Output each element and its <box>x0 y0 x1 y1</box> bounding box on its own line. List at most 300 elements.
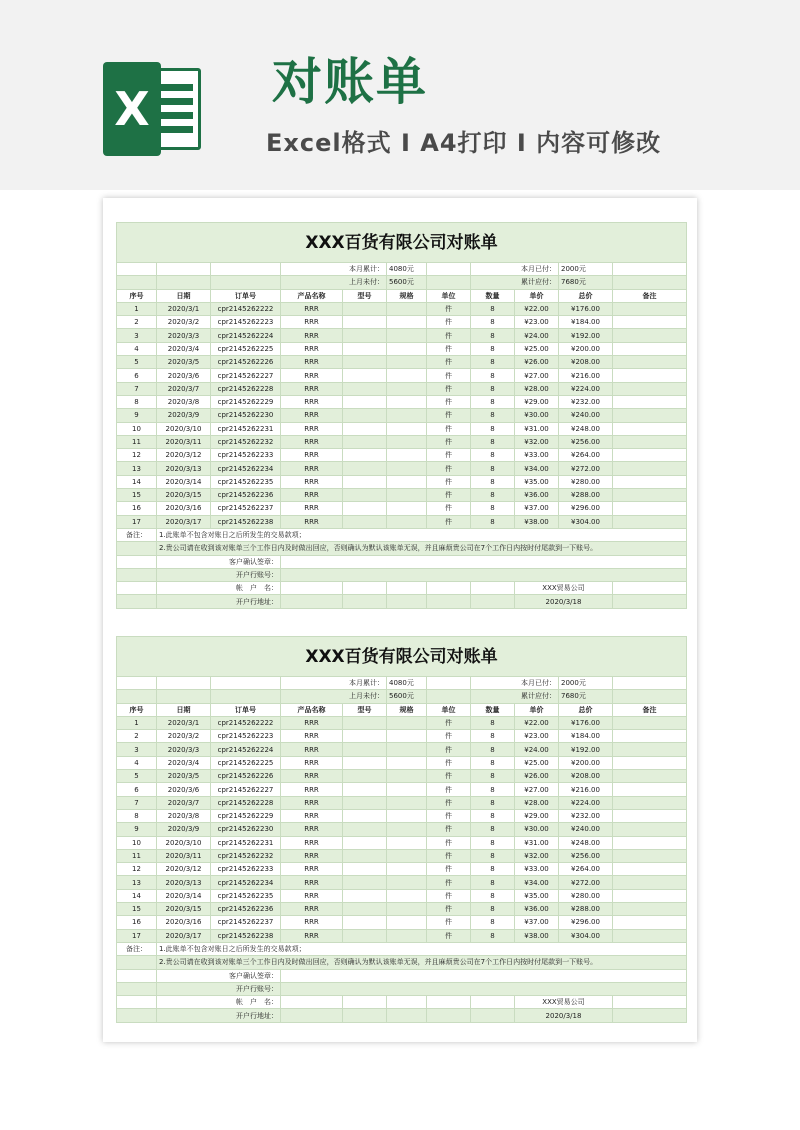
table-cell: 13 <box>117 462 157 475</box>
table-cell <box>387 475 427 488</box>
table-cell: cpr2145262230 <box>211 409 281 422</box>
table-cell: ¥38.00 <box>515 515 559 528</box>
summary-value: 7680元 <box>559 276 613 289</box>
table-cell: cpr2145262237 <box>211 916 281 929</box>
table-cell: 2020/3/15 <box>157 489 211 502</box>
table-cell: 14 <box>117 889 157 902</box>
table-cell: 件 <box>427 743 471 756</box>
table-cell: cpr2145262230 <box>211 823 281 836</box>
table-cell: ¥29.00 <box>515 395 559 408</box>
table-cell: RRR <box>281 929 343 942</box>
table-cell: ¥37.00 <box>515 502 559 515</box>
table-cell <box>613 475 687 488</box>
table-cell: ¥280.00 <box>559 475 613 488</box>
notes-label: 备注： <box>117 528 157 541</box>
table-cell: RRR <box>281 889 343 902</box>
table-cell: 8 <box>471 783 515 796</box>
table-cell: RRR <box>281 502 343 515</box>
table-cell: 2020/3/7 <box>157 382 211 395</box>
table-cell: ¥37.00 <box>515 916 559 929</box>
table-cell: 1 <box>117 302 157 315</box>
table-cell: 件 <box>427 489 471 502</box>
table-cell: ¥232.00 <box>559 395 613 408</box>
table-cell <box>343 929 387 942</box>
table-cell: RRR <box>281 475 343 488</box>
table-cell: ¥24.00 <box>515 329 559 342</box>
table-cell: RRR <box>281 462 343 475</box>
table-cell: 件 <box>427 502 471 515</box>
table-cell <box>343 756 387 769</box>
table-cell: RRR <box>281 435 343 448</box>
table-cell: 8 <box>471 316 515 329</box>
table-cell <box>343 462 387 475</box>
bank-address-row <box>117 1009 687 1022</box>
table-cell: 件 <box>427 422 471 435</box>
table-cell: ¥240.00 <box>559 823 613 836</box>
column-header: 订单号 <box>211 703 281 716</box>
table-cell: 8 <box>471 929 515 942</box>
table-cell <box>613 756 687 769</box>
table-cell: 8 <box>471 342 515 355</box>
table-cell: 8 <box>471 770 515 783</box>
table-cell: ¥31.00 <box>515 422 559 435</box>
table-cell: cpr2145262223 <box>211 730 281 743</box>
table-cell <box>387 329 427 342</box>
column-header: 单价 <box>515 703 559 716</box>
table-row <box>117 329 687 342</box>
table-cell: 8 <box>471 756 515 769</box>
table-row <box>117 356 687 369</box>
table-cell <box>387 849 427 862</box>
table-cell: 8 <box>471 823 515 836</box>
table-cell: RRR <box>281 342 343 355</box>
table-cell <box>387 756 427 769</box>
table-cell: 件 <box>427 316 471 329</box>
table-cell <box>343 809 387 822</box>
table-cell: 8 <box>471 716 515 729</box>
table-cell: cpr2145262234 <box>211 462 281 475</box>
column-header: 型号 <box>343 703 387 716</box>
table-cell <box>343 903 387 916</box>
table-row <box>117 863 687 876</box>
note-1: 1.此账单不包含对账日之后所发生的交易款项； <box>157 528 687 541</box>
table-cell <box>613 823 687 836</box>
table-row <box>117 836 687 849</box>
table-cell: cpr2145262222 <box>211 302 281 315</box>
table-cell: 件 <box>427 342 471 355</box>
table-row <box>117 342 687 355</box>
sub-title: Excel格式 I A4打印 I 内容可修改 <box>266 129 662 157</box>
table-row <box>117 409 687 422</box>
table-cell <box>613 382 687 395</box>
table-cell: RRR <box>281 756 343 769</box>
table-cell: 2020/3/5 <box>157 770 211 783</box>
table-cell: 1 <box>117 716 157 729</box>
table-cell: RRR <box>281 743 343 756</box>
column-header: 规格 <box>387 703 427 716</box>
table-cell: 13 <box>117 876 157 889</box>
statement-table-1 <box>116 222 687 609</box>
table-cell: cpr2145262227 <box>211 783 281 796</box>
summary-value: 4080元 <box>387 263 427 276</box>
table-cell: cpr2145262222 <box>211 716 281 729</box>
table-cell <box>387 369 427 382</box>
table-cell <box>613 783 687 796</box>
table-cell <box>343 836 387 849</box>
table-cell: 件 <box>427 903 471 916</box>
table-cell: ¥272.00 <box>559 876 613 889</box>
table-cell: ¥27.00 <box>515 783 559 796</box>
table-cell <box>613 809 687 822</box>
note-1: 1.此账单不包含对账日之后所发生的交易款项； <box>157 942 687 955</box>
table-cell: 8 <box>471 369 515 382</box>
summary-label: 本月累计： <box>281 677 387 690</box>
table-cell: ¥184.00 <box>559 730 613 743</box>
table-cell: 8 <box>471 876 515 889</box>
table-cell: ¥22.00 <box>515 302 559 315</box>
table-cell: ¥248.00 <box>559 836 613 849</box>
table-cell: ¥256.00 <box>559 435 613 448</box>
summary-row <box>117 276 687 289</box>
summary-label: 本月已付： <box>471 677 559 690</box>
table-cell: 8 <box>471 515 515 528</box>
table-cell: cpr2145262231 <box>211 836 281 849</box>
table-cell: 件 <box>427 809 471 822</box>
table-cell: cpr2145262235 <box>211 889 281 902</box>
table-cell: 2020/3/13 <box>157 462 211 475</box>
table-cell <box>613 903 687 916</box>
bank-address-label: 开户行地址： <box>157 595 281 608</box>
table-cell <box>387 342 427 355</box>
table-cell: 件 <box>427 515 471 528</box>
table-cell <box>387 422 427 435</box>
table-cell: ¥32.00 <box>515 849 559 862</box>
table-cell: ¥35.00 <box>515 889 559 902</box>
table-row <box>117 449 687 462</box>
table-cell: 7 <box>117 382 157 395</box>
table-cell <box>387 916 427 929</box>
table-cell: 10 <box>117 836 157 849</box>
table-row <box>117 743 687 756</box>
table-cell <box>613 863 687 876</box>
table-cell: 11 <box>117 849 157 862</box>
table-cell <box>387 889 427 902</box>
table-cell: ¥224.00 <box>559 382 613 395</box>
summary-value: 4080元 <box>387 677 427 690</box>
table-cell: 2020/3/6 <box>157 369 211 382</box>
table-cell: 件 <box>427 409 471 422</box>
table-cell <box>387 716 427 729</box>
table-cell <box>613 329 687 342</box>
table-cell <box>613 302 687 315</box>
account-value: XXX贸易公司 <box>515 996 613 1009</box>
table-row <box>117 302 687 315</box>
table-cell: ¥24.00 <box>515 743 559 756</box>
table-row <box>117 502 687 515</box>
table-cell: ¥176.00 <box>559 302 613 315</box>
table-cell: 8 <box>471 916 515 929</box>
table-cell: cpr2145262234 <box>211 876 281 889</box>
table-cell: 8 <box>471 796 515 809</box>
table-cell: 7 <box>117 796 157 809</box>
promo-header <box>0 0 800 190</box>
table-cell: ¥184.00 <box>559 316 613 329</box>
table-row <box>117 475 687 488</box>
table-cell <box>343 796 387 809</box>
table-cell <box>343 783 387 796</box>
table-cell: ¥216.00 <box>559 369 613 382</box>
table-cell <box>613 356 687 369</box>
table-cell: 8 <box>471 809 515 822</box>
table-cell: cpr2145262232 <box>211 435 281 448</box>
date-value: 2020/3/18 <box>515 1009 613 1022</box>
table-cell <box>613 889 687 902</box>
table-cell: ¥26.00 <box>515 770 559 783</box>
notes-row <box>117 542 687 555</box>
column-header: 总价 <box>559 703 613 716</box>
table-row <box>117 489 687 502</box>
notes-row <box>117 956 687 969</box>
notes-row <box>117 528 687 541</box>
table-cell <box>613 489 687 502</box>
table-cell <box>343 770 387 783</box>
table-cell: RRR <box>281 716 343 729</box>
table-cell: 16 <box>117 502 157 515</box>
table-cell <box>387 356 427 369</box>
table-cell: RRR <box>281 515 343 528</box>
table-cell: ¥288.00 <box>559 489 613 502</box>
table-cell: 8 <box>117 395 157 408</box>
table-cell: 件 <box>427 382 471 395</box>
table-cell: 15 <box>117 903 157 916</box>
summary-value: 2000元 <box>559 677 613 690</box>
table-cell <box>613 515 687 528</box>
table-cell <box>343 730 387 743</box>
table-cell: 8 <box>471 889 515 902</box>
table-cell: ¥192.00 <box>559 743 613 756</box>
table-cell: RRR <box>281 422 343 435</box>
table-cell: ¥192.00 <box>559 329 613 342</box>
table-cell: 2020/3/6 <box>157 783 211 796</box>
column-header: 序号 <box>117 703 157 716</box>
table-cell: ¥31.00 <box>515 836 559 849</box>
table-cell: RRR <box>281 876 343 889</box>
column-header: 单位 <box>427 703 471 716</box>
table-cell: 2020/3/17 <box>157 515 211 528</box>
table-cell: cpr2145262238 <box>211 515 281 528</box>
column-header: 产品名称 <box>281 703 343 716</box>
table-cell <box>613 916 687 929</box>
table-cell: 件 <box>427 356 471 369</box>
table-cell: 2020/3/10 <box>157 422 211 435</box>
table-row <box>117 889 687 902</box>
table-cell: ¥29.00 <box>515 809 559 822</box>
table-cell: 5 <box>117 356 157 369</box>
column-header: 产品名称 <box>281 289 343 302</box>
table-cell: cpr2145262237 <box>211 502 281 515</box>
table-cell: 件 <box>427 302 471 315</box>
summary-label: 上月未付： <box>281 690 387 703</box>
table-cell <box>613 929 687 942</box>
table-cell: 件 <box>427 462 471 475</box>
table-cell: 6 <box>117 369 157 382</box>
table-row <box>117 783 687 796</box>
statement-title: XXX百货有限公司对账单 <box>117 637 687 677</box>
table-cell: 2020/3/10 <box>157 836 211 849</box>
column-header: 日期 <box>157 703 211 716</box>
table-row <box>117 876 687 889</box>
table-cell: 2020/3/4 <box>157 342 211 355</box>
table-cell <box>387 515 427 528</box>
table-cell: 8 <box>471 903 515 916</box>
summary-label: 累计应付： <box>471 690 559 703</box>
table-cell <box>343 395 387 408</box>
table-cell: 件 <box>427 889 471 902</box>
summary-label: 本月累计： <box>281 263 387 276</box>
table-cell: 件 <box>427 823 471 836</box>
table-cell: ¥264.00 <box>559 449 613 462</box>
table-cell: 2020/3/16 <box>157 916 211 929</box>
table-cell: 件 <box>427 395 471 408</box>
table-cell: cpr2145262224 <box>211 329 281 342</box>
table-cell <box>387 809 427 822</box>
table-cell: RRR <box>281 329 343 342</box>
table-cell: cpr2145262226 <box>211 770 281 783</box>
table-cell: cpr2145262225 <box>211 756 281 769</box>
table-cell <box>613 770 687 783</box>
table-cell <box>343 489 387 502</box>
column-header: 单位 <box>427 289 471 302</box>
table-cell: 件 <box>427 475 471 488</box>
table-cell <box>613 316 687 329</box>
table-row <box>117 929 687 942</box>
table-cell: 件 <box>427 756 471 769</box>
table-cell: RRR <box>281 316 343 329</box>
table-cell: ¥256.00 <box>559 849 613 862</box>
table-cell <box>343 889 387 902</box>
table-cell <box>613 743 687 756</box>
table-cell <box>387 302 427 315</box>
table-cell: cpr2145262228 <box>211 382 281 395</box>
table-cell: 件 <box>427 329 471 342</box>
table-cell: 件 <box>427 770 471 783</box>
table-cell <box>343 316 387 329</box>
table-cell <box>387 462 427 475</box>
table-cell: cpr2145262232 <box>211 849 281 862</box>
summary-row <box>117 677 687 690</box>
table-cell: 2 <box>117 316 157 329</box>
table-cell: 4 <box>117 756 157 769</box>
table-cell <box>343 422 387 435</box>
confirm-label: 客户确认签章： <box>157 555 281 568</box>
table-row <box>117 462 687 475</box>
table-cell <box>343 863 387 876</box>
summary-value: 7680元 <box>559 690 613 703</box>
column-header: 日期 <box>157 289 211 302</box>
table-cell: 16 <box>117 916 157 929</box>
table-cell <box>387 783 427 796</box>
column-header: 型号 <box>343 289 387 302</box>
statement-title: XXX百货有限公司对账单 <box>117 223 687 263</box>
table-cell: 3 <box>117 329 157 342</box>
table-cell: RRR <box>281 369 343 382</box>
table-cell: cpr2145262226 <box>211 356 281 369</box>
table-cell <box>343 342 387 355</box>
table-cell: 2020/3/17 <box>157 929 211 942</box>
confirm-row <box>117 555 687 568</box>
table-cell: ¥280.00 <box>559 889 613 902</box>
table-cell <box>613 369 687 382</box>
table-cell <box>343 435 387 448</box>
summary-label: 上月未付： <box>281 276 387 289</box>
table-cell <box>343 356 387 369</box>
table-cell <box>343 849 387 862</box>
table-cell <box>387 770 427 783</box>
table-cell <box>613 716 687 729</box>
table-cell <box>387 489 427 502</box>
table-cell: 2020/3/14 <box>157 889 211 902</box>
table-cell: 8 <box>471 475 515 488</box>
table-cell: 15 <box>117 489 157 502</box>
table-cell: RRR <box>281 356 343 369</box>
bank-account-label: 开户行账号： <box>157 982 281 995</box>
table-cell <box>343 302 387 315</box>
table-cell: 10 <box>117 422 157 435</box>
table-cell: cpr2145262227 <box>211 369 281 382</box>
table-cell <box>343 823 387 836</box>
table-cell <box>387 823 427 836</box>
table-cell: 2020/3/9 <box>157 823 211 836</box>
table-cell: 件 <box>427 783 471 796</box>
table-row <box>117 395 687 408</box>
table-cell: 2020/3/2 <box>157 316 211 329</box>
table-cell: cpr2145262233 <box>211 449 281 462</box>
table-cell <box>613 422 687 435</box>
table-cell <box>343 449 387 462</box>
table-cell: 11 <box>117 435 157 448</box>
table-cell <box>387 502 427 515</box>
summary-label: 累计应付： <box>471 276 559 289</box>
table-cell <box>387 449 427 462</box>
table-cell: cpr2145262229 <box>211 395 281 408</box>
table-row <box>117 756 687 769</box>
table-row <box>117 316 687 329</box>
table-cell: RRR <box>281 770 343 783</box>
table-cell: ¥27.00 <box>515 369 559 382</box>
table-cell: 17 <box>117 929 157 942</box>
table-cell <box>343 369 387 382</box>
table-cell: ¥264.00 <box>559 863 613 876</box>
table-cell: 件 <box>427 849 471 862</box>
table-cell: 8 <box>471 743 515 756</box>
table-row <box>117 916 687 929</box>
table-cell <box>343 382 387 395</box>
table-cell: 8 <box>471 462 515 475</box>
table-cell: ¥272.00 <box>559 462 613 475</box>
confirm-row <box>117 969 687 982</box>
table-cell: cpr2145262238 <box>211 929 281 942</box>
table-cell: 件 <box>427 929 471 942</box>
table-cell: ¥224.00 <box>559 796 613 809</box>
summary-row <box>117 690 687 703</box>
summary-row <box>117 263 687 276</box>
table-cell: cpr2145262223 <box>211 316 281 329</box>
table-cell: cpr2145262231 <box>211 422 281 435</box>
table-cell: 8 <box>471 730 515 743</box>
notes-row <box>117 942 687 955</box>
table-cell: 2020/3/9 <box>157 409 211 422</box>
main-title: 对账单 <box>272 53 428 111</box>
